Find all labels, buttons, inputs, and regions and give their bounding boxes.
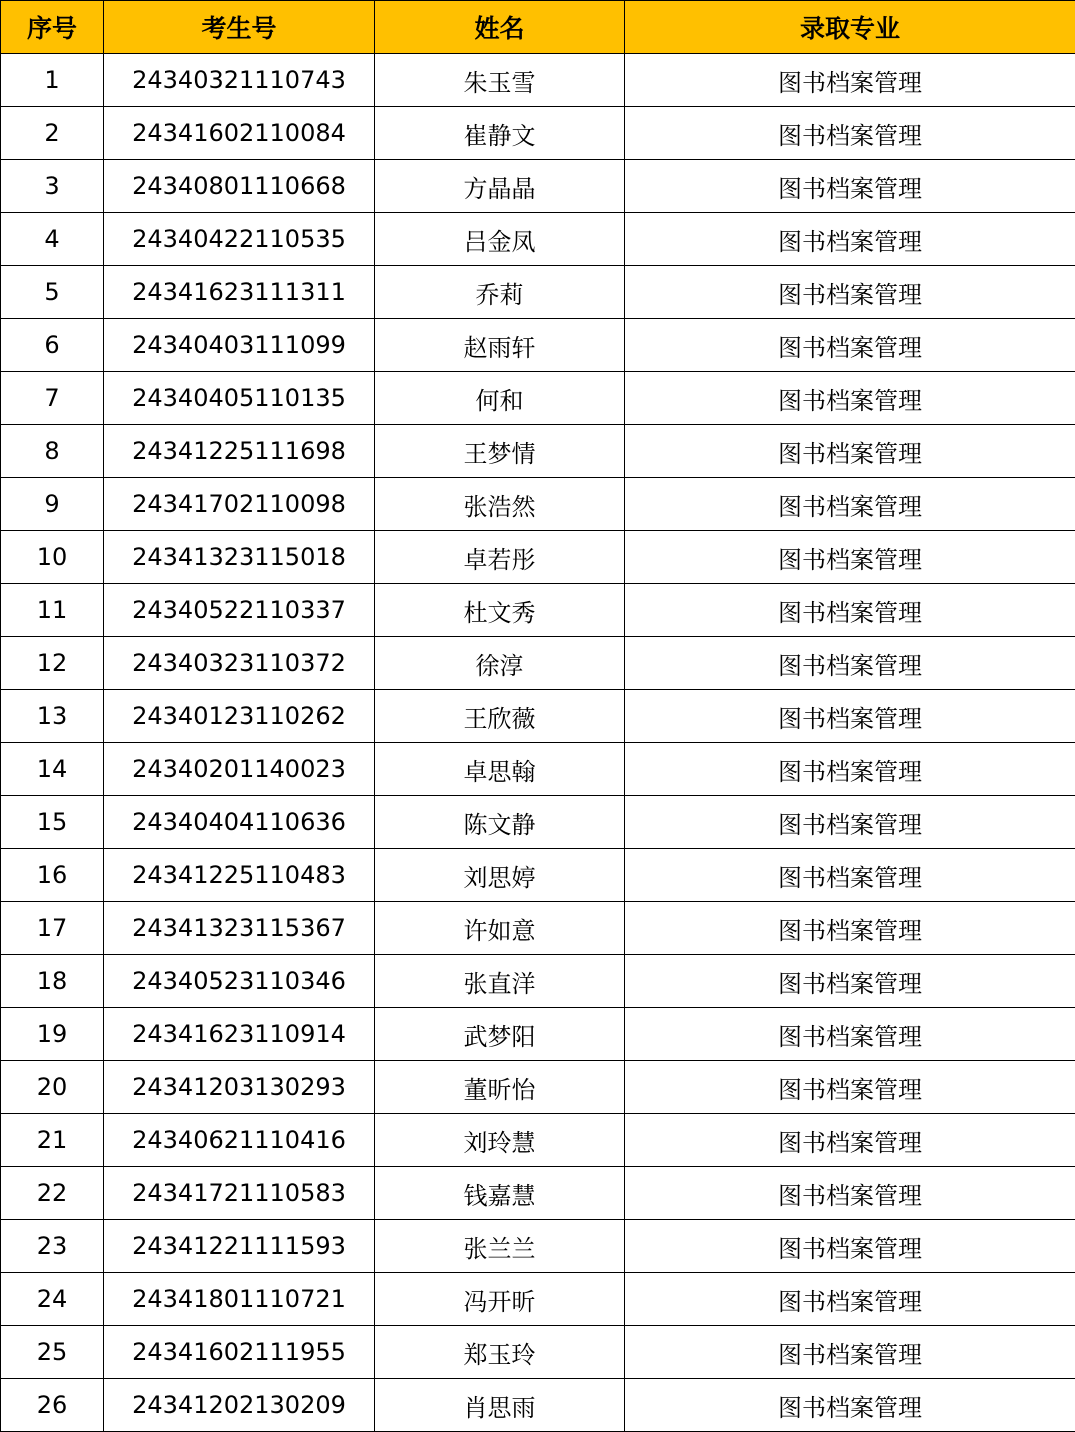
cell-admitted-major: 图书档案管理 (625, 1273, 1075, 1326)
cell-admitted-major: 图书档案管理 (625, 1326, 1075, 1379)
cell-name: 赵雨轩 (375, 319, 625, 372)
table-row (1, 160, 1075, 213)
cell-admitted-major: 图书档案管理 (625, 213, 1075, 266)
cell-serial-number: 19 (1, 1008, 104, 1061)
table-row (1, 796, 1075, 849)
cell-serial-number: 23 (1, 1220, 104, 1273)
cell-candidate-number: 24340123110262 (104, 690, 375, 743)
cell-admitted-major: 图书档案管理 (625, 584, 1075, 637)
cell-serial-number: 26 (1, 1379, 104, 1432)
cell-name: 刘思婷 (375, 849, 625, 902)
cell-serial-number: 22 (1, 1167, 104, 1220)
cell-admitted-major: 图书档案管理 (625, 425, 1075, 478)
table-row (1, 690, 1075, 743)
table-body (1, 54, 1075, 1432)
cell-candidate-number: 24341225111698 (104, 425, 375, 478)
cell-candidate-number: 24340621110416 (104, 1114, 375, 1167)
cell-name: 吕金凤 (375, 213, 625, 266)
cell-admitted-major: 图书档案管理 (625, 1008, 1075, 1061)
cell-candidate-number: 24340323110372 (104, 637, 375, 690)
cell-serial-number: 5 (1, 266, 104, 319)
cell-name: 冯开昕 (375, 1273, 625, 1326)
cell-serial-number: 11 (1, 584, 104, 637)
cell-candidate-number: 24341721110583 (104, 1167, 375, 1220)
table-row (1, 743, 1075, 796)
cell-candidate-number: 24341702110098 (104, 478, 375, 531)
cell-candidate-number: 24340522110337 (104, 584, 375, 637)
cell-admitted-major: 图书档案管理 (625, 849, 1075, 902)
cell-serial-number: 13 (1, 690, 104, 743)
cell-name: 卓若彤 (375, 531, 625, 584)
cell-candidate-number: 24340321110743 (104, 54, 375, 107)
table-row (1, 1220, 1075, 1273)
cell-candidate-number: 24340523110346 (104, 955, 375, 1008)
cell-name: 崔静文 (375, 107, 625, 160)
table-row (1, 637, 1075, 690)
header-name: 姓名 (375, 1, 625, 54)
table-row (1, 902, 1075, 955)
table-row (1, 1326, 1075, 1379)
table-row (1, 1061, 1075, 1114)
cell-name: 王欣薇 (375, 690, 625, 743)
cell-candidate-number: 24340404110636 (104, 796, 375, 849)
cell-serial-number: 20 (1, 1061, 104, 1114)
cell-serial-number: 17 (1, 902, 104, 955)
cell-name: 肖思雨 (375, 1379, 625, 1432)
cell-serial-number: 10 (1, 531, 104, 584)
cell-serial-number: 14 (1, 743, 104, 796)
cell-admitted-major: 图书档案管理 (625, 1061, 1075, 1114)
header-row (1, 1, 1075, 54)
table-row (1, 266, 1075, 319)
cell-candidate-number: 24341202130209 (104, 1379, 375, 1432)
cell-serial-number: 25 (1, 1326, 104, 1379)
cell-name: 许如意 (375, 902, 625, 955)
cell-serial-number: 8 (1, 425, 104, 478)
cell-name: 钱嘉慧 (375, 1167, 625, 1220)
table-row (1, 1167, 1075, 1220)
cell-name: 张兰兰 (375, 1220, 625, 1273)
cell-admitted-major: 图书档案管理 (625, 1167, 1075, 1220)
table-row (1, 584, 1075, 637)
table-row (1, 531, 1075, 584)
table-row (1, 955, 1075, 1008)
cell-serial-number: 4 (1, 213, 104, 266)
cell-candidate-number: 24341623110914 (104, 1008, 375, 1061)
cell-candidate-number: 24340405110135 (104, 372, 375, 425)
cell-serial-number: 16 (1, 849, 104, 902)
cell-admitted-major: 图书档案管理 (625, 107, 1075, 160)
table-row (1, 54, 1075, 107)
cell-name: 徐淳 (375, 637, 625, 690)
cell-candidate-number: 24340403111099 (104, 319, 375, 372)
table-row (1, 107, 1075, 160)
cell-candidate-number: 24341323115018 (104, 531, 375, 584)
cell-admitted-major: 图书档案管理 (625, 955, 1075, 1008)
header-admitted-major: 录取专业 (625, 1, 1075, 54)
cell-candidate-number: 24341623111311 (104, 266, 375, 319)
cell-serial-number: 6 (1, 319, 104, 372)
cell-admitted-major: 图书档案管理 (625, 1220, 1075, 1273)
cell-name: 董昕怡 (375, 1061, 625, 1114)
table-row (1, 478, 1075, 531)
header-serial-number: 序号 (1, 1, 104, 54)
cell-admitted-major: 图书档案管理 (625, 796, 1075, 849)
cell-serial-number: 3 (1, 160, 104, 213)
cell-candidate-number: 24341801110721 (104, 1273, 375, 1326)
table-row (1, 213, 1075, 266)
cell-serial-number: 9 (1, 478, 104, 531)
cell-name: 王梦情 (375, 425, 625, 478)
cell-admitted-major: 图书档案管理 (625, 1379, 1075, 1432)
table-row (1, 372, 1075, 425)
cell-name: 张浩然 (375, 478, 625, 531)
cell-serial-number: 7 (1, 372, 104, 425)
table-header (1, 1, 1075, 54)
cell-serial-number: 2 (1, 107, 104, 160)
cell-candidate-number: 24341323115367 (104, 902, 375, 955)
cell-serial-number: 18 (1, 955, 104, 1008)
table-row (1, 1379, 1075, 1432)
cell-candidate-number: 24341221111593 (104, 1220, 375, 1273)
cell-admitted-major: 图书档案管理 (625, 531, 1075, 584)
cell-admitted-major: 图书档案管理 (625, 319, 1075, 372)
table-row (1, 1273, 1075, 1326)
cell-admitted-major: 图书档案管理 (625, 743, 1075, 796)
cell-name: 张直洋 (375, 955, 625, 1008)
cell-name: 卓思翰 (375, 743, 625, 796)
cell-candidate-number: 24341602111955 (104, 1326, 375, 1379)
cell-candidate-number: 24341203130293 (104, 1061, 375, 1114)
cell-name: 杜文秀 (375, 584, 625, 637)
header-candidate-number: 考生号 (104, 1, 375, 54)
cell-name: 武梦阳 (375, 1008, 625, 1061)
cell-candidate-number: 24340201140023 (104, 743, 375, 796)
cell-name: 方晶晶 (375, 160, 625, 213)
cell-candidate-number: 24340422110535 (104, 213, 375, 266)
cell-name: 朱玉雪 (375, 54, 625, 107)
table-row (1, 1114, 1075, 1167)
cell-name: 陈文静 (375, 796, 625, 849)
cell-candidate-number: 24341225110483 (104, 849, 375, 902)
cell-admitted-major: 图书档案管理 (625, 478, 1075, 531)
cell-candidate-number: 24340801110668 (104, 160, 375, 213)
table-row (1, 319, 1075, 372)
cell-serial-number: 21 (1, 1114, 104, 1167)
cell-admitted-major: 图书档案管理 (625, 690, 1075, 743)
cell-candidate-number: 24341602110084 (104, 107, 375, 160)
cell-name: 刘玲慧 (375, 1114, 625, 1167)
cell-serial-number: 24 (1, 1273, 104, 1326)
cell-name: 乔莉 (375, 266, 625, 319)
cell-admitted-major: 图书档案管理 (625, 372, 1075, 425)
table-row (1, 425, 1075, 478)
cell-serial-number: 12 (1, 637, 104, 690)
cell-admitted-major: 图书档案管理 (625, 637, 1075, 690)
table-row (1, 1008, 1075, 1061)
cell-admitted-major: 图书档案管理 (625, 902, 1075, 955)
cell-serial-number: 15 (1, 796, 104, 849)
cell-admitted-major: 图书档案管理 (625, 160, 1075, 213)
cell-serial-number: 1 (1, 54, 104, 107)
cell-name: 何和 (375, 372, 625, 425)
cell-admitted-major: 图书档案管理 (625, 266, 1075, 319)
table-row (1, 849, 1075, 902)
cell-name: 郑玉玲 (375, 1326, 625, 1379)
cell-admitted-major: 图书档案管理 (625, 54, 1075, 107)
cell-admitted-major: 图书档案管理 (625, 1114, 1075, 1167)
